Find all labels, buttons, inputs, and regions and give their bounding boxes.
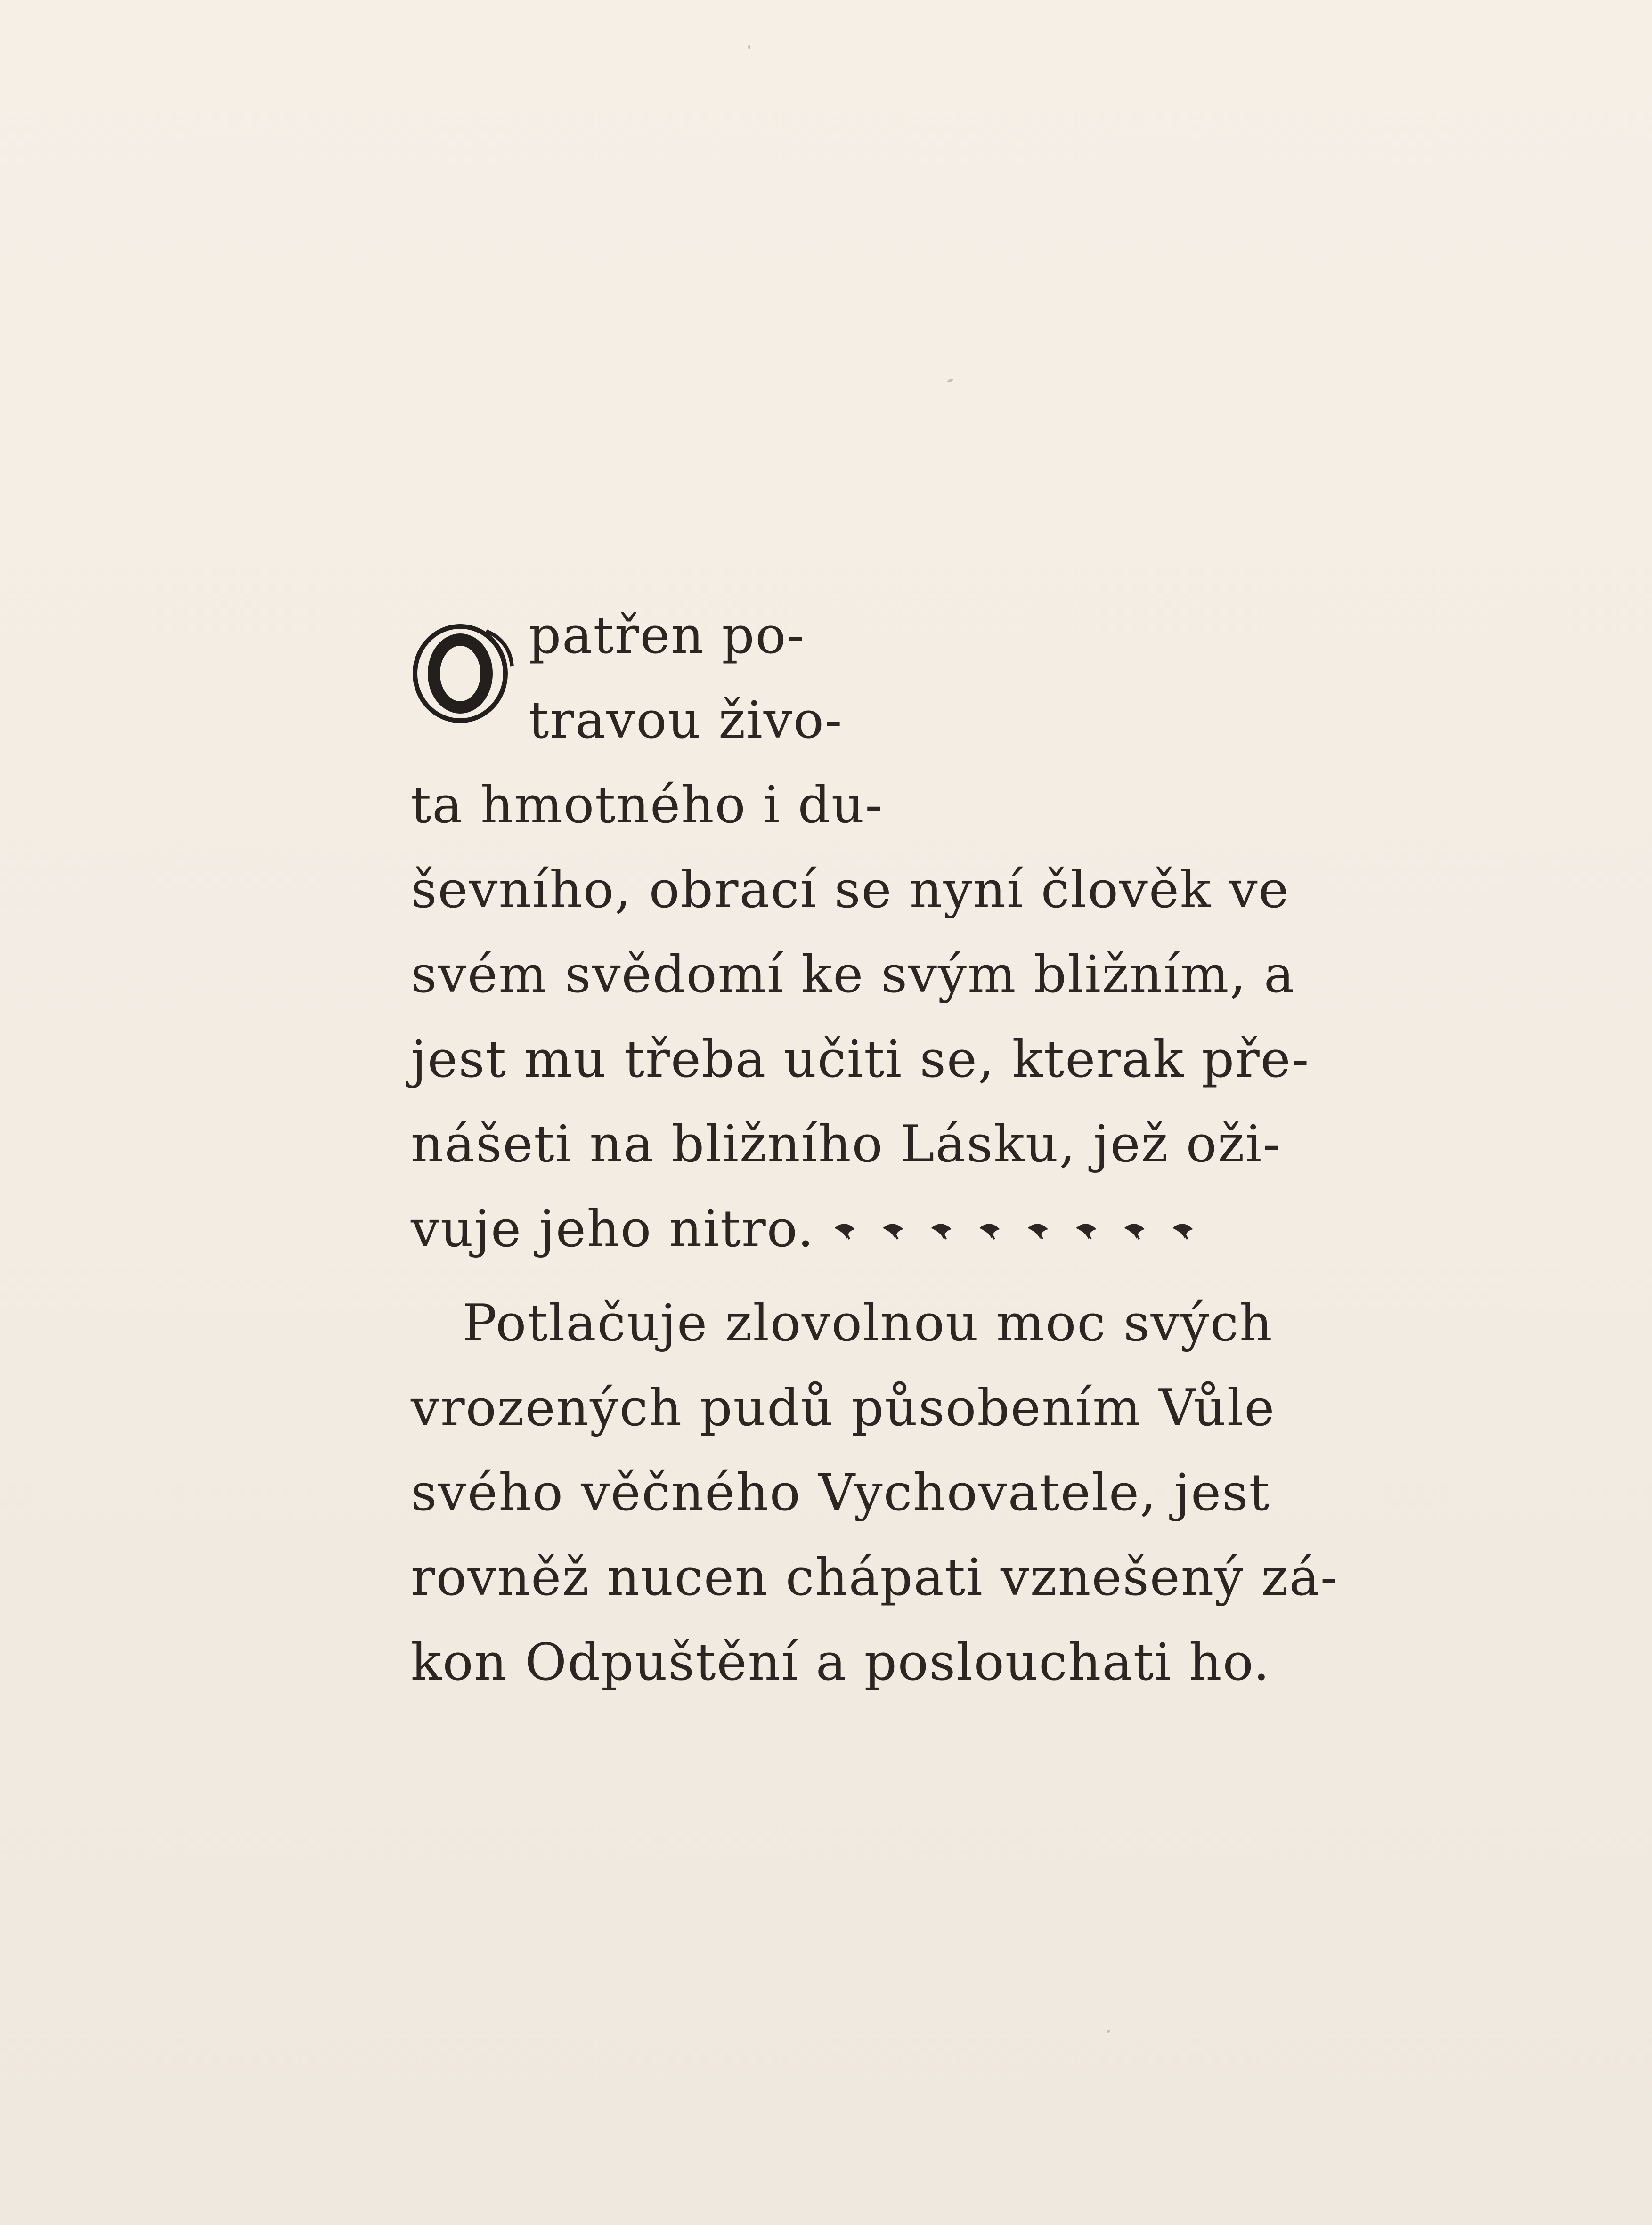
paper-speck — [1107, 2030, 1110, 2033]
paragraph-1-line-5: svém svědomí ke svým bližním, a — [411, 945, 1295, 1004]
leaf-ornament — [1078, 1225, 1095, 1239]
paper-speck — [748, 45, 750, 49]
paragraph-2-line-2: vrozených pudů působením Vůle — [411, 1379, 1276, 1437]
leaf-ornament — [1126, 1225, 1143, 1239]
leaf-ornament-row — [821, 1208, 1207, 1255]
paragraph-1-line-1: patřen po- — [529, 606, 805, 665]
paragraph-1-line-8: vuje jeho nitro. — [411, 1200, 815, 1259]
paragraph-1-line-2: travou živo- — [529, 691, 843, 750]
leaf-ornament — [836, 1225, 853, 1239]
paragraph-1-line-7: nášeti na bližního Lásku, jež oži- — [411, 1115, 1281, 1174]
leaf-ornament — [1174, 1225, 1191, 1239]
paper-speck — [946, 378, 953, 383]
leaf-ornament — [933, 1225, 950, 1239]
paragraph-1-line-4: ševního, obrací se nyní člověk ve — [411, 861, 1290, 919]
drop-cap — [411, 612, 519, 735]
leaf-ornament — [981, 1225, 998, 1239]
paragraph-1-line-6: jest mu třeba učiti se, kterak pře- — [411, 1030, 1310, 1089]
paragraph-2-line-5: kon Odpuštění a poslouchati ho. — [411, 1633, 1271, 1692]
leaf-ornament — [885, 1225, 902, 1239]
paragraph-2-line-3: svého věčného Vychovatele, jest — [411, 1463, 1270, 1522]
paragraph-2-line-4: rovněž nucen chápati vznešený zá- — [411, 1548, 1339, 1607]
paragraph-2-line-1: Potlačuje zlovolnou moc svých — [463, 1294, 1273, 1353]
paragraph-1-line-3: ta hmotného i du- — [411, 776, 883, 835]
leaf-ornament — [1029, 1225, 1046, 1239]
